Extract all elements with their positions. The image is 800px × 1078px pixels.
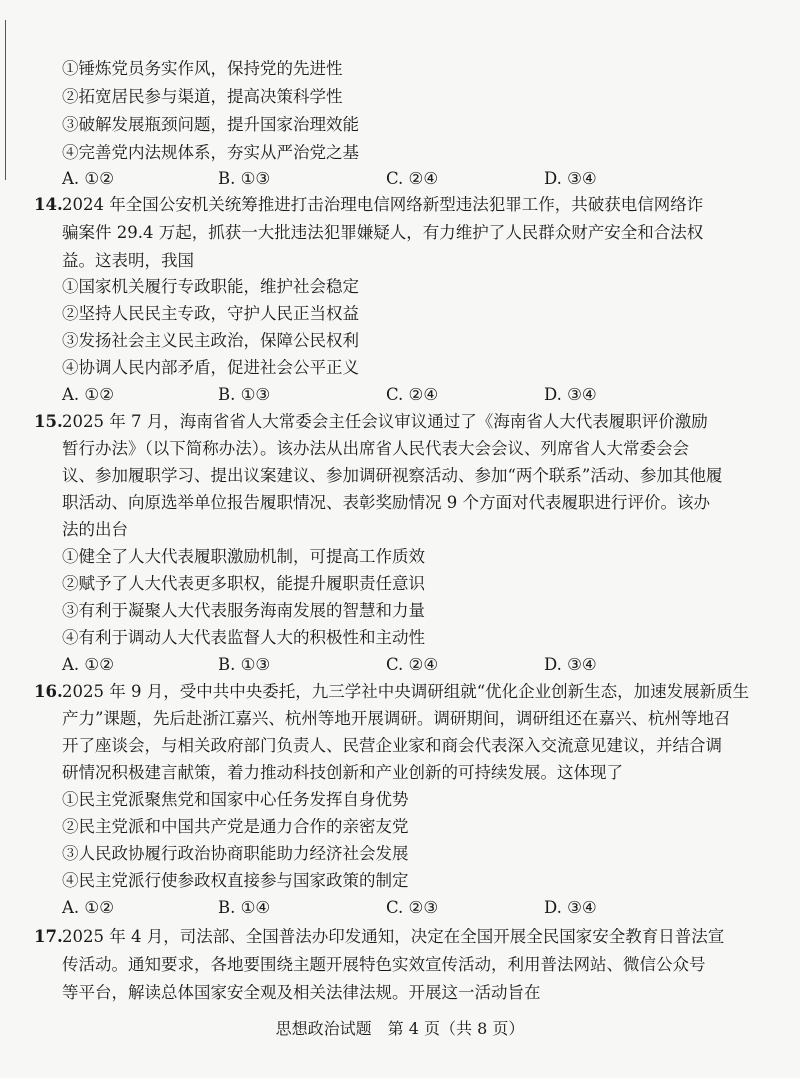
q15-number: 15. xyxy=(34,412,63,431)
q15-choice-a: A. ①② xyxy=(62,655,114,674)
q15-choice-c: C. ②④ xyxy=(386,655,439,674)
q16-option-2: ②民主党派和中国共产党是通力合作的亲密友党 xyxy=(62,817,409,836)
q14-option-1: ①国家机关履行专政职能，维护社会稳定 xyxy=(62,277,359,296)
page-footer: 思想政治试题 第 4 页（共 8 页） xyxy=(275,1019,525,1038)
q15-stem-line-4: 职活动、向原选举单位报告履职情况、表彰奖励情况 9 个方面对代表履职进行评价。该办 xyxy=(62,493,710,512)
q14-option-3: ③发扬社会主义民主政治，保障公民权利 xyxy=(62,331,359,350)
q16-option-1: ①民主党派聚焦党和国家中心任务发挥自身优势 xyxy=(62,790,409,809)
q17-stem-line-3: 等平台，解读总体国家安全观及相关法律法规。开展这一活动旨在 xyxy=(62,983,541,1002)
q15-option-1: ①健全了人大代表履职激励机制，可提高工作质效 xyxy=(62,547,425,566)
q15-option-3: ③有利于凝聚人大代表服务海南发展的智慧和力量 xyxy=(62,601,425,620)
q14-choice-b: B. ①③ xyxy=(218,385,271,404)
q14-stem-line-3: 益。这表明，我国 xyxy=(62,251,194,270)
q16-stem-line-4: 研情况积极建言献策，着力推动科技创新和产业创新的可持续发展。这体现了 xyxy=(62,763,623,782)
q16-stem-line-1: 2025 年 9 月，受中共中央委托，九三学社中央调研组就“优化企业创新生态，加速发展新质生 xyxy=(62,682,750,701)
q15-option-2: ②赋予了人大代表更多职权，能提升履职责任意识 xyxy=(62,574,425,593)
binding-line xyxy=(5,20,6,180)
q15-choice-b: B. ①③ xyxy=(218,655,271,674)
q17-stem-line-2: 传活动。通知要求，各地要围绕主题开展特色实效宣传活动，利用普法网站、微信公众号 xyxy=(62,955,706,974)
q15-option-4: ④有利于调动人大代表监督人大的积极性和主动性 xyxy=(62,628,425,647)
q14-choice-d: D. ③④ xyxy=(544,385,597,404)
q16-stem-line-3: 开了座谈会，与相关政府部门负责人、民营企业家和商会代表深入交流意见建议，并结合调 xyxy=(62,736,722,755)
q16-choice-d: D. ③④ xyxy=(544,898,597,917)
q15-stem-line-2: 暂行办法》（以下简称办法）。该办法从出席省人民代表大会会议、列席省人大常委会会 xyxy=(62,439,689,458)
q14-choice-c: C. ②④ xyxy=(386,385,439,404)
q13-option-3: ③破解发展瓶颈问题，提升国家治理效能 xyxy=(62,115,359,134)
q14-option-4: ④协调人民内部矛盾，促进社会公平正义 xyxy=(62,358,359,377)
q15-stem-line-5: 法的出台 xyxy=(62,520,128,539)
q15-stem-line-1: 2025 年 7 月，海南省省人大常委会主任会议审议通过了《海南省人大代表履职评价激励 xyxy=(62,412,708,431)
q16-choice-a: A. ①② xyxy=(62,898,114,917)
q14-number: 14. xyxy=(34,195,63,214)
q17-stem-line-1: 2025 年 4 月，司法部、全国普法办印发通知，决定在全国开展全民国家安全教育日普法宣 xyxy=(62,927,725,946)
q16-number: 16. xyxy=(34,682,63,701)
q14-option-2: ②坚持人民民主专政，守护人民正当权益 xyxy=(62,304,359,323)
q16-option-4: ④民主党派行使参政权直接参与国家政策的制定 xyxy=(62,871,409,890)
q13-choice-c: C. ②④ xyxy=(386,169,439,188)
q13-choice-d: D. ③④ xyxy=(544,169,597,188)
q16-stem-line-2: 产力”课题，先后赴浙江嘉兴、杭州等地开展调研。调研期间，调研组还在嘉兴、杭州等地召 xyxy=(62,709,731,728)
q13-option-1: ①锤炼党员务实作风，保持党的先进性 xyxy=(62,59,343,78)
q16-choice-c: C. ②③ xyxy=(386,898,439,917)
q14-choice-a: A. ①② xyxy=(62,385,114,404)
q16-option-3: ③人民政协履行政治协商职能助力经济社会发展 xyxy=(62,844,409,863)
q13-choice-b: B. ①③ xyxy=(218,169,271,188)
q13-option-2: ②拓宽居民参与渠道，提高决策科学性 xyxy=(62,87,343,106)
q13-choice-a: A. ①② xyxy=(62,169,114,188)
q17-number: 17. xyxy=(34,927,63,946)
q15-stem-line-3: 议、参加履职学习、提出议案建议、参加调研视察活动、参加“两个联系”活动、参加其他履 xyxy=(62,466,723,485)
q13-option-4: ④完善党内法规体系，夯实从严治党之基 xyxy=(62,143,359,162)
q14-stem-line-1: 2024 年全国公安机关统筹推进打击治理电信网络新型违法犯罪工作，共破获电信网络诈 xyxy=(62,195,704,214)
q15-choice-d: D. ③④ xyxy=(544,655,597,674)
q16-choice-b: B. ①④ xyxy=(218,898,271,917)
q14-stem-line-2: 骗案件 29.4 万起，抓获一大批违法犯罪嫌疑人，有力维护了人民群众财产安全和合法权 xyxy=(62,223,704,242)
